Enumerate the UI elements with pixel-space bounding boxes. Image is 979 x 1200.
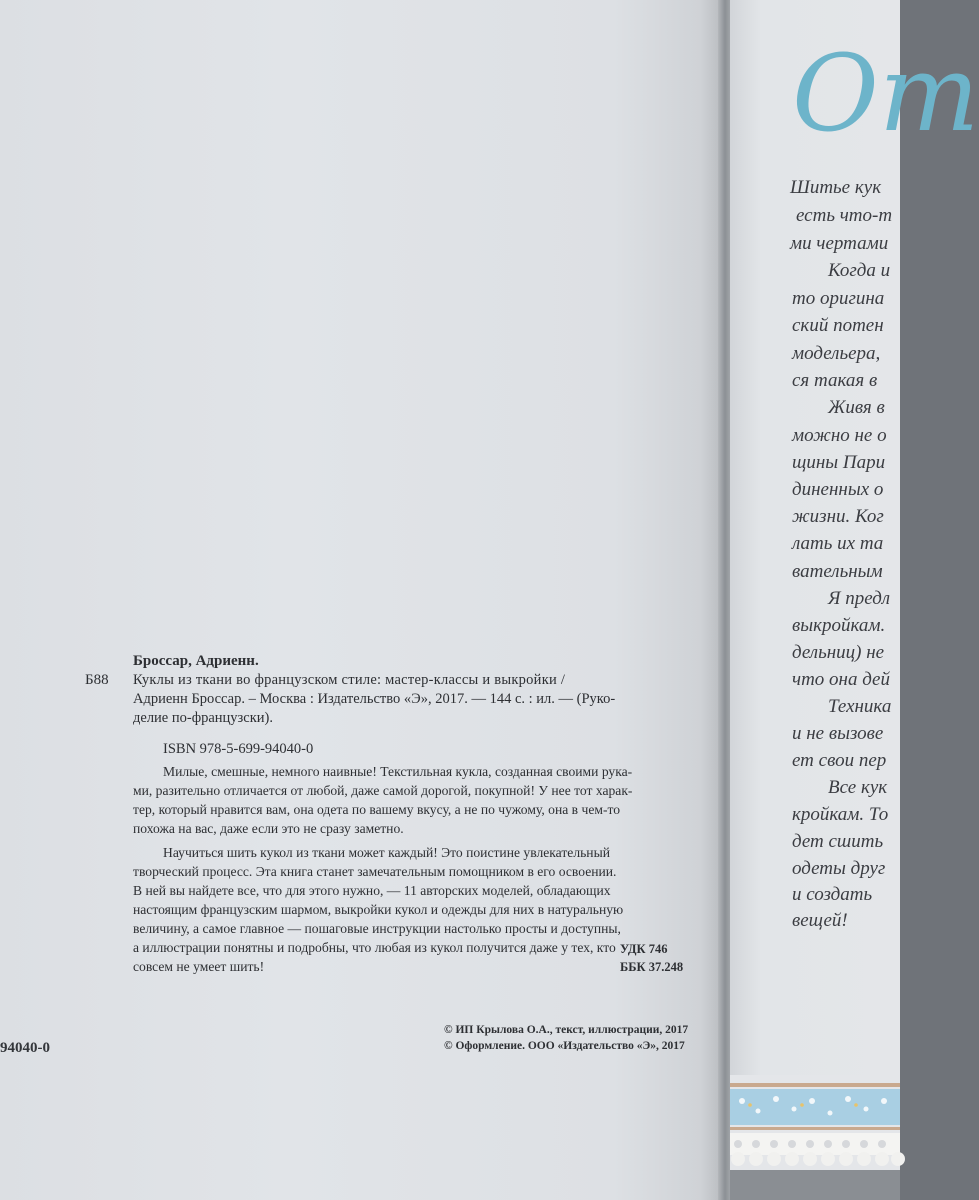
chapter-title: От: [792, 32, 979, 155]
body-line: ми чертами: [790, 233, 889, 254]
annotation-line: Милые, смешные, немного наивные! Текстильная кукла, созданная своими рука-: [163, 764, 633, 779]
udk-code: УДК 746: [620, 942, 668, 956]
body-line: щины Пари: [792, 452, 886, 473]
body-line: ся такая в: [792, 370, 878, 391]
isbn-line: ISBN 978-5-699-94040-0: [163, 741, 314, 757]
body-line: дельниц) не: [792, 642, 885, 663]
body-line: лать их та: [792, 533, 884, 554]
annotation-line: похожа на вас, даже если это не сразу заметно.: [133, 821, 404, 836]
bbk-code: ББК 37.248: [620, 960, 684, 974]
annotation-line: совсем не умеет шить!: [133, 959, 265, 974]
author-sign-code: Б88: [85, 672, 109, 688]
body-line: вещей!: [792, 910, 848, 931]
annotation-line: а иллюстрации понятны и подробны, что любая из кукол получится даже у тех, кто: [133, 940, 616, 955]
body-line: есть что-т: [796, 205, 893, 226]
body-line: что она дей: [792, 669, 890, 690]
catalog-line: делие по-французски).: [133, 710, 273, 726]
annotation-line: В ней вы найдете все, что для этого нужно, — 11 авторских моделей, обладающих: [133, 883, 611, 898]
body-line: диненных о: [792, 479, 884, 500]
author-name: Броссар, Адриенн.: [133, 653, 259, 669]
right-page: [730, 0, 979, 1200]
copyright-line: © Оформление. ООО «Издательство «Э», 2017: [444, 1040, 685, 1052]
body-line: Шитье кук: [790, 177, 882, 198]
body-line: выкройкам.: [792, 615, 886, 636]
annotation-line: Научиться шить кукол из ткани может каждый! Это поистине увлекательный: [163, 845, 610, 860]
body-line: модельера,: [792, 343, 881, 364]
body-line: и создать: [792, 884, 873, 905]
body-line: Техника: [828, 696, 892, 717]
body-line: ет свои пер: [792, 750, 887, 771]
annotation-line: тер, который нравится вам, она одета по вашему вкусу, а не по чужому, она в чем-то: [133, 802, 621, 817]
body-line: вательным: [792, 561, 883, 582]
body-line: Я предл: [828, 588, 891, 609]
body-line: то оригина: [792, 288, 885, 309]
body-line: можно не о: [792, 425, 887, 446]
annotation-line: настоящим французским шармом, выкройки кукол и одежды для них в натуральную: [133, 902, 624, 917]
annotation-line: величину, а самое главное — пошаговые инструкции настолько просты и доступны,: [133, 921, 621, 936]
decorative-lace-border: [730, 1075, 900, 1200]
catalog-line: Адриенн Броссар. – Москва : Издательство «Э», 2017. — 144 с. : ил. — (Руко-: [133, 691, 616, 707]
body-line: и не вызове: [792, 723, 884, 744]
body-line: дет сшить: [792, 831, 884, 852]
body-line: Живя в: [828, 397, 885, 418]
isbn-barcode-number: 94040-0: [0, 1040, 50, 1056]
catalog-line: Куклы из ткани во французском стиле: мастер-классы и выкройки /: [133, 672, 566, 688]
annotation-line: творческий процесс. Эта книга станет замечательным помощником в его освоении.: [133, 864, 617, 879]
body-line: Все кук: [828, 777, 888, 798]
annotation-line: ми, разительно отличается от любой, даже самой дорогой, покупной! У нее тот харак-: [133, 783, 633, 798]
body-line: ский потен: [792, 315, 884, 336]
body-line: Когда и: [828, 260, 891, 281]
body-line: одеты друг: [792, 858, 886, 879]
body-line: жизни. Ког: [792, 506, 884, 527]
body-line: кройкам. То: [792, 804, 889, 825]
copyright-line: © ИП Крылова О.А., текст, иллюстрации, 2017: [444, 1024, 689, 1036]
